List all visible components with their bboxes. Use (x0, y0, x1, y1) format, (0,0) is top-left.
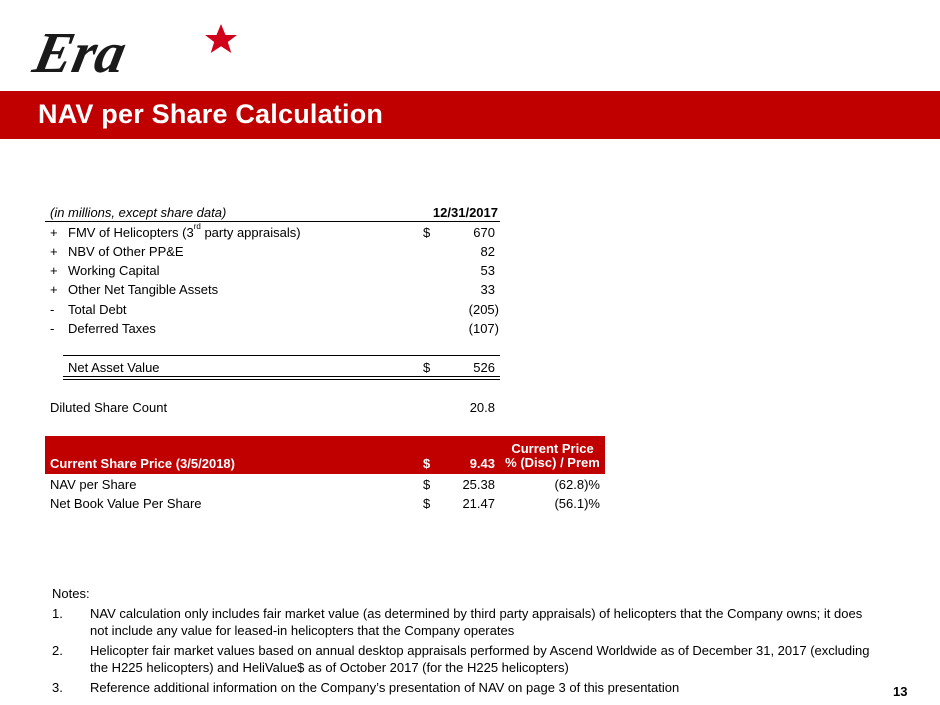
share-count-value: 20.8 (469, 400, 495, 415)
row-value: 670 (473, 225, 495, 240)
row-label: Working Capital (68, 263, 160, 278)
nav-label: Net Asset Value (68, 360, 160, 375)
notes-title: Notes: (52, 586, 90, 601)
row-label: Other Net Tangible Assets (68, 282, 219, 297)
logo-text: Era (30, 20, 133, 82)
notes-section (52, 585, 882, 699)
total-line-2 (63, 379, 500, 380)
row-label: NBV of Other PP&E (68, 244, 184, 259)
star-icon (205, 24, 237, 53)
row-value: 82 (480, 244, 495, 259)
note-item: 2. Helicopter fair market values based on annual desktop appraisals performed by Ascend Worldwide as of December 31, 2017 (excluding the H225 helicopters) and HeliValue$ as of October 2017 (for the H225 helicopters) (52, 643, 870, 675)
row-value: 21.47 (462, 496, 495, 511)
share-price-bar: Current Share Price (3/5/2018) $ 9.43 Current Price % (Disc) / Prem (45, 436, 605, 474)
page-number: 13 (893, 684, 908, 699)
table-header-label: (in millions, except share data) (50, 205, 227, 220)
row-label: Net Book Value Per Share (50, 496, 202, 511)
row-value: 53 (480, 263, 495, 278)
row-premium: (56.1)% (554, 496, 600, 511)
row-label: FMV of Helicopters (3rd party appraisals) (68, 222, 301, 240)
note-item: 3. Reference additional information on the Company’s presentation of NAV on page 3 of this presentation (52, 680, 680, 695)
row-value: 25.38 (462, 477, 495, 492)
share-price-label: Current Share Price (3/5/2018) (50, 456, 235, 471)
premium-column-header: Current Price % (Disc) / Prem (505, 441, 600, 470)
row-premium: (62.8)% (554, 477, 600, 492)
table-header-date: 12/31/2017 (432, 205, 498, 220)
row-label: Deferred Taxes (68, 321, 156, 336)
era-logo (30, 20, 245, 82)
page-title: NAV per Share Calculation (38, 99, 384, 129)
share-count-label: Diluted Share Count (50, 400, 168, 415)
nav-value: 526 (473, 360, 495, 375)
share-price-value: 9.43 (469, 456, 495, 471)
row-value: (205) (468, 302, 499, 317)
row-value: 33 (480, 282, 495, 297)
subtotal-line (63, 355, 500, 356)
title-bar (0, 91, 940, 139)
total-line-1 (63, 376, 500, 377)
note-item: 1. NAV calculation only includes fair market value (as determined by third party appraisals) of helicopters that the Company owns; it does not include any value for leased-in helicopters that the Company operates (52, 606, 863, 638)
header-underline (45, 221, 500, 222)
row-value: (107) (468, 321, 499, 336)
row-label: Total Debt (68, 302, 127, 317)
row-label: NAV per Share (50, 477, 137, 492)
